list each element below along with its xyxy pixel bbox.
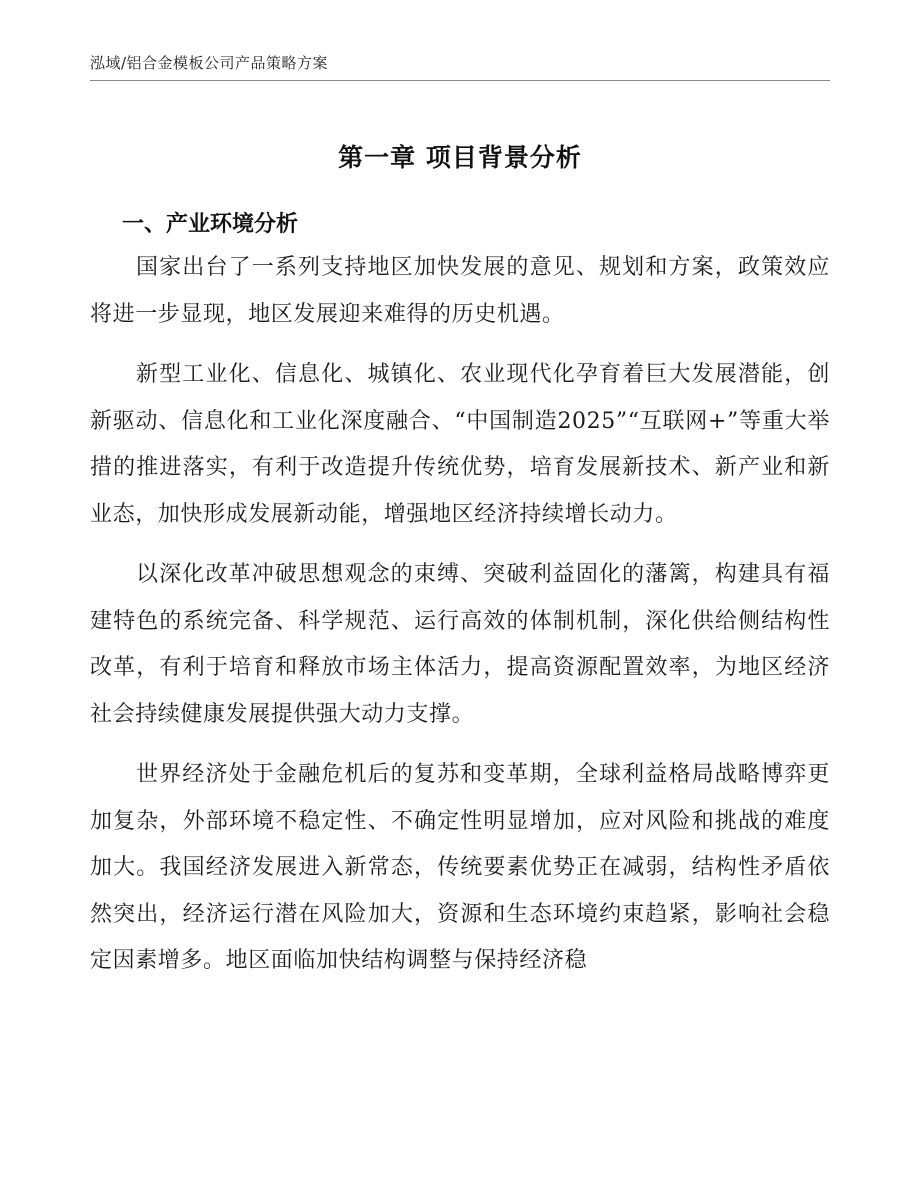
paragraph-1: 国家出台了一系列支持地区加快发展的意见、规划和方案，政策效应将进一步显现，地区发展迎来难得的历史机遇。 (90, 255, 830, 327)
chapter-title: 第一章 项目背景分析 (338, 143, 582, 172)
section-heading: 一、产业环境分析 (122, 212, 299, 237)
running-header: 泓域/铝合金模板公司产品策略方案 (90, 54, 329, 72)
paragraph-4: 世界经济处于金融危机后的复苏和变革期，全球利益格局战略博弈更加复杂，外部环境不稳定性、不确定性明显增加，应对风险和挑战的难度加大。我国经济发展进入新常态，传统要素优势正在减弱，结构性矛盾依然突出，经济运行潜在风险加大，资源和生态环境约束趋紧，影响社会稳定因素增多。地区面临加快结构调整与保持经济稳 (90, 762, 830, 973)
header-divider (90, 80, 830, 81)
paragraph-2: 新型工业化、信息化、城镇化、农业现代化孕育着巨大发展潜能，创新驱动、信息化和工业化深度融合、“中国制造2025”“互联网+”等重大举措的推进落实，有利于改造提升传统优势，培育发展新技术、新产业和新业态，加快形成发展新动能，增强地区经济持续增长动力。 (90, 362, 830, 527)
body-text (90, 225, 830, 985)
paragraph-3: 以深化改革冲破思想观念的束缚、突破利益固化的藩篱，构建具有福建特色的系统完备、科学规范、运行高效的体制机制，深化供给侧结构性改革，有利于培育和释放市场主体活力，提高资源配置效率，为地区经济社会持续健康发展提供强大动力支撑。 (90, 562, 830, 727)
